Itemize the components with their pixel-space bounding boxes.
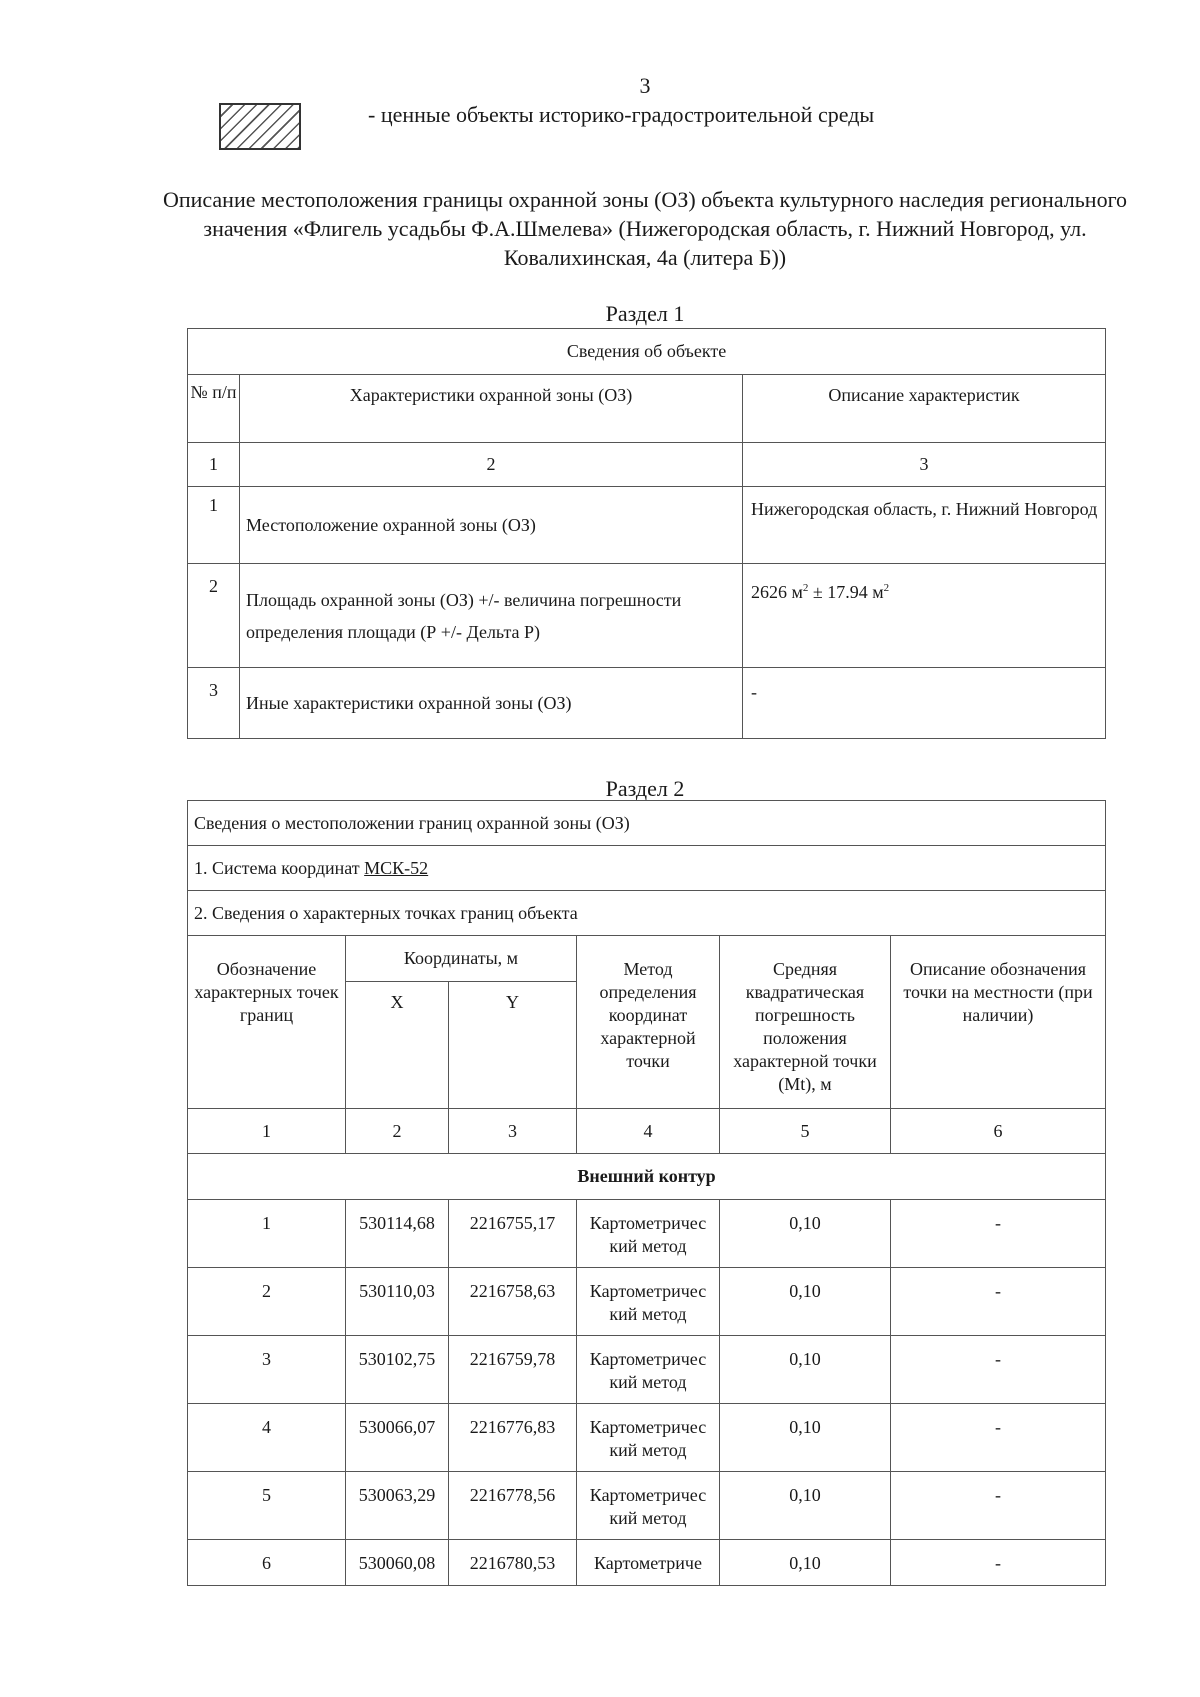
point-id: 6 (188, 1540, 346, 1586)
point-y: 2216759,78 (449, 1336, 577, 1404)
area-value: 2626 м (751, 582, 803, 602)
characteristic-cell: Иные характеристики охранной зоны (ОЗ) (240, 668, 743, 739)
point-id: 2 (188, 1268, 346, 1336)
table1-title: Сведения об объекте (188, 329, 1106, 375)
point-x: 530063,29 (346, 1472, 449, 1540)
point-accuracy: 0,10 (720, 1336, 891, 1404)
col-number-cell: 5 (720, 1109, 891, 1154)
point-description: - (891, 1540, 1106, 1586)
points-info-title: 2. Сведения о характерных точках границ объекта (188, 891, 1106, 936)
point-y: 2216776,83 (449, 1404, 577, 1472)
point-method: Картометрический метод (577, 1268, 720, 1336)
col-number-cell: 4 (577, 1109, 720, 1154)
area-description-cell (743, 564, 1106, 668)
point-id: 4 (188, 1404, 346, 1472)
object-info-table (187, 328, 1106, 739)
row-number: 3 (188, 668, 240, 739)
section1-heading: Раздел 1 (605, 301, 685, 326)
point-accuracy: 0,10 (720, 1200, 891, 1268)
characteristic-cell: Площадь охранной зоны (ОЗ) +/- величина погрешности определения площади (Р +/- Дельта Р) (240, 564, 743, 668)
col-header-x: X (346, 982, 449, 1109)
col-header-y: Y (449, 982, 577, 1109)
col-number-cell: 3 (743, 443, 1106, 487)
area-unit-exponent: 2 (802, 582, 809, 594)
point-method: Картометрический метод (577, 1200, 720, 1268)
description-cell: Нижегородская область, г. Нижний Новгород (743, 487, 1106, 564)
col-header-designation: Обозначение характерных точек границ (188, 936, 346, 1109)
col-header-coordinates: Координаты, м (346, 936, 577, 982)
point-id: 5 (188, 1472, 346, 1540)
point-description: - (891, 1268, 1106, 1336)
row-number: 1 (188, 487, 240, 564)
point-method: Картометрический метод (577, 1404, 720, 1472)
col-header-point-description: Описание обозначения точки на местности (при наличии) (891, 936, 1106, 1109)
point-y: 2216758,63 (449, 1268, 577, 1336)
point-y: 2216755,17 (449, 1200, 577, 1268)
col-number-cell: 2 (346, 1109, 449, 1154)
document-title: Описание местоположения границы охранной зоны (ОЗ) объекта культурного наследия регионального значения «Флигель усадьбы Ф.А.Шмелева» (Нижегородская область, г. Нижний Новгород, ул. Ковалихинская, 4а (литера Б)) (162, 187, 1128, 270)
col-number-cell: 6 (891, 1109, 1106, 1154)
point-x: 530060,08 (346, 1540, 449, 1586)
point-description: - (891, 1404, 1106, 1472)
hatched-legend-swatch (219, 103, 301, 150)
point-accuracy: 0,10 (720, 1540, 891, 1586)
point-id: 1 (188, 1200, 346, 1268)
point-accuracy: 0,10 (720, 1268, 891, 1336)
col-header-characteristic: Характеристики охранной зоны (ОЗ) (240, 375, 743, 443)
point-description: - (891, 1336, 1106, 1404)
point-id: 3 (188, 1336, 346, 1404)
page-number: 3 (639, 73, 651, 98)
point-method: Картометриче (577, 1540, 720, 1586)
point-y: 2216780,53 (449, 1540, 577, 1586)
coordinate-system-value: МСК-52 (364, 857, 429, 878)
col-header-method: Метод определения координат характерной точки (577, 936, 720, 1109)
table2-title: Сведения о местоположении границ охранной зоны (ОЗ) (188, 801, 1106, 846)
characteristic-cell: Местоположение охранной зоны (ОЗ) (240, 487, 743, 564)
col-number-cell: 1 (188, 1109, 346, 1154)
col-header-accuracy: Средняя квадратическая погрешность положения характерной точки (Mt), м (720, 936, 891, 1109)
point-method: Картометрический метод (577, 1472, 720, 1540)
point-y: 2216778,56 (449, 1472, 577, 1540)
boundary-points-table (187, 800, 1106, 1586)
coordinate-system-label: 1. Система координат (194, 857, 365, 878)
point-x: 530102,75 (346, 1336, 449, 1404)
point-description: - (891, 1472, 1106, 1540)
col-number-cell: 3 (449, 1109, 577, 1154)
description-cell: - (743, 668, 1106, 739)
section2-heading: Раздел 2 (605, 776, 685, 801)
point-x: 530066,07 (346, 1404, 449, 1472)
point-accuracy: 0,10 (720, 1404, 891, 1472)
point-x: 530110,03 (346, 1268, 449, 1336)
point-x: 530114,68 (346, 1200, 449, 1268)
area-unit-exponent: 2 (883, 582, 890, 594)
col-header-description: Описание характеристик (743, 375, 1106, 443)
col-number-cell: 2 (240, 443, 743, 487)
legend-text: - ценные объекты историко-градостроительной среды (368, 102, 875, 127)
contour-label: Внешний контур (188, 1154, 1106, 1200)
point-method: Картометрический метод (577, 1336, 720, 1404)
point-accuracy: 0,10 (720, 1472, 891, 1540)
point-description: - (891, 1200, 1106, 1268)
area-tolerance: ± 17.94 м (808, 582, 884, 602)
row-number: 2 (188, 564, 240, 668)
col-number-cell: 1 (188, 443, 240, 487)
col-header-number: № п/п (188, 375, 240, 443)
coordinate-system-row (188, 846, 1106, 891)
